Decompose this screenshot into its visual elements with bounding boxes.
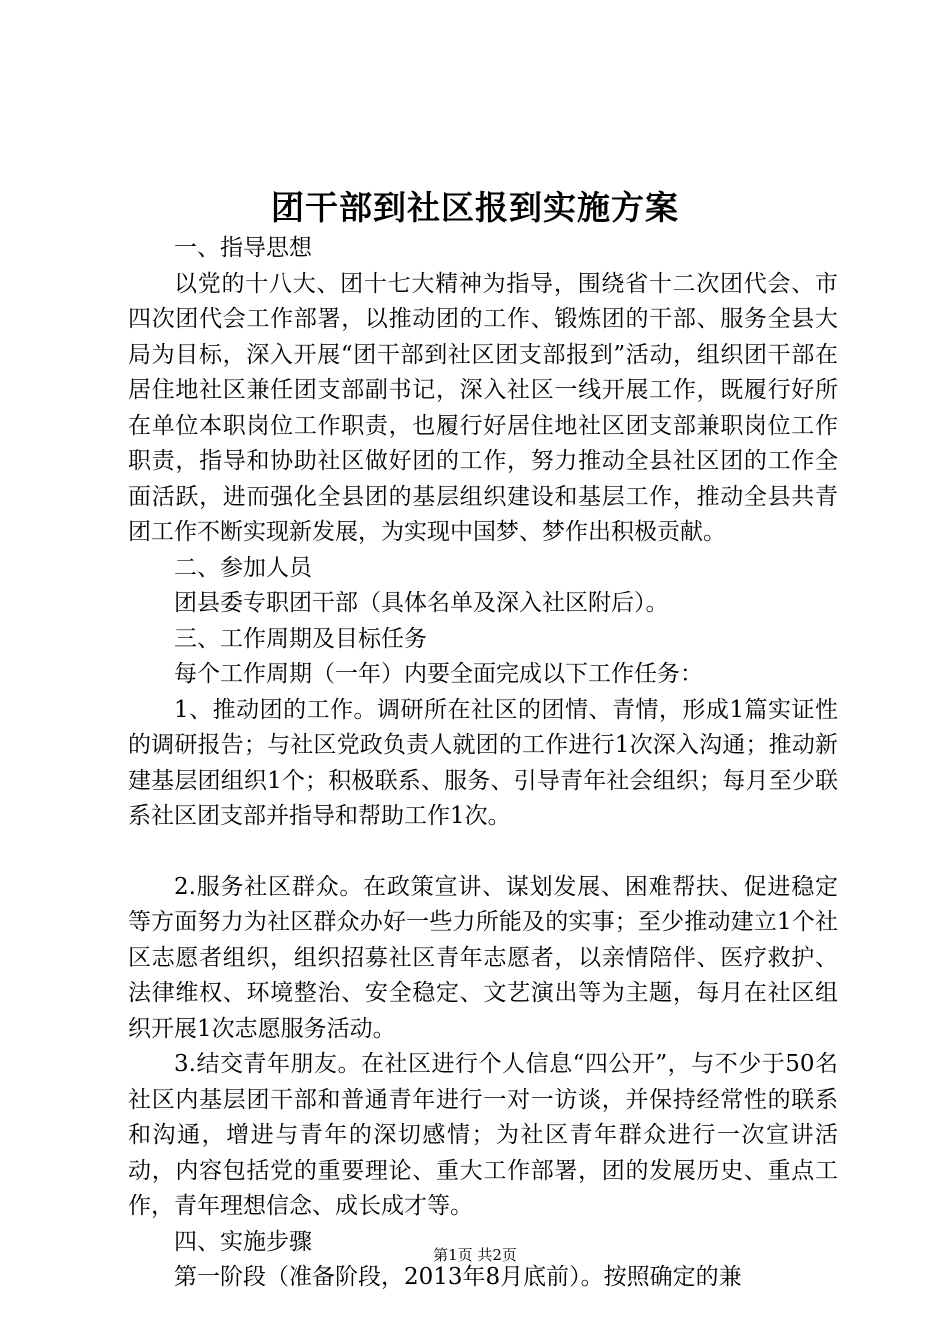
section-heading-work-cycle: 三、工作周期及目标任务 [174, 625, 427, 652]
paragraph-participants: 团县委专职团干部（具体名单及深入社区附后）。 [174, 590, 669, 616]
page-number-footer: 第1页 共2页 [433, 1246, 517, 1264]
paragraph-guiding-thought: 以党的十八大、团十七大精神为指导，围绕省十二次团代会、市四次团代会工作部署，以推动团的工作、锻炼团的干部、服务全县大局为目标，深入开展“团干部到社区团支部报到”活动，组织团干部在居住地社区兼任团支部副书记，深入社区一线开展工作，既履行好所在单位本职岗位工作职责，也履行好居住地社区团支部兼职岗位工作职责，指导和协助社区做好团的工作，努力推动全县社区团的工作全面活跃，进而强化全县团的基层组织建设和基层工作，推动全县共青团工作不断实现新发展，为实现中国梦、梦作出积极贡献。 [128, 270, 838, 545]
paragraph-task-2: 2.服务社区群众。在政策宣讲、谋划发展、困难帮扶、促进稳定等方面努力为社区群众办好一些力所能及的实事；至少推动建立1个社区志愿者组织，组织招募社区青年志愿者，以亲情陪伴、医疗救护、法律维权、环境整治、安全稳定、文艺演出等为主题，每月在社区组织开展1次志愿服务活动。 [128, 873, 838, 1042]
section-heading-participants: 二、参加人员 [174, 554, 312, 581]
paragraph-phase-1: 第一阶段（准备阶段，2013年8月底前）。按照确定的兼 [174, 1264, 742, 1290]
document-title: 团干部到社区报到实施方案 [271, 188, 679, 227]
section-heading-implementation-steps: 四、实施步骤 [174, 1228, 312, 1255]
paragraph-task-3: 3.结交青年朋友。在社区进行个人信息“四公开”，与不少于50名社区内基层团干部和普通青年进行一对一访谈，并保持经常性的联系和沟通，增进与青年的深切感情；为社区青年群众进行一次宣讲活动，内容包括党的重要理论、重大工作部署，团的发展历史、重点工作，青年理想信念、成长成才等。 [128, 1051, 838, 1219]
paragraph-work-cycle-intro: 每个工作周期（一年）内要全面完成以下工作任务： [174, 661, 703, 687]
document-body [128, 231, 838, 1296]
section-heading-guiding-thought: 一、指导思想 [174, 235, 312, 261]
paragraph-task-1: 1、推动团的工作。调研所在社区的团情、青情，形成1篇实证性的调研报告；与社区党政负责人就团的工作进行1次深入沟通；推动新建基层团组织1个；积极联系、服务、引导青年社会组织；每月至少联系社区团支部并指导和帮助工作1次。 [128, 696, 838, 829]
